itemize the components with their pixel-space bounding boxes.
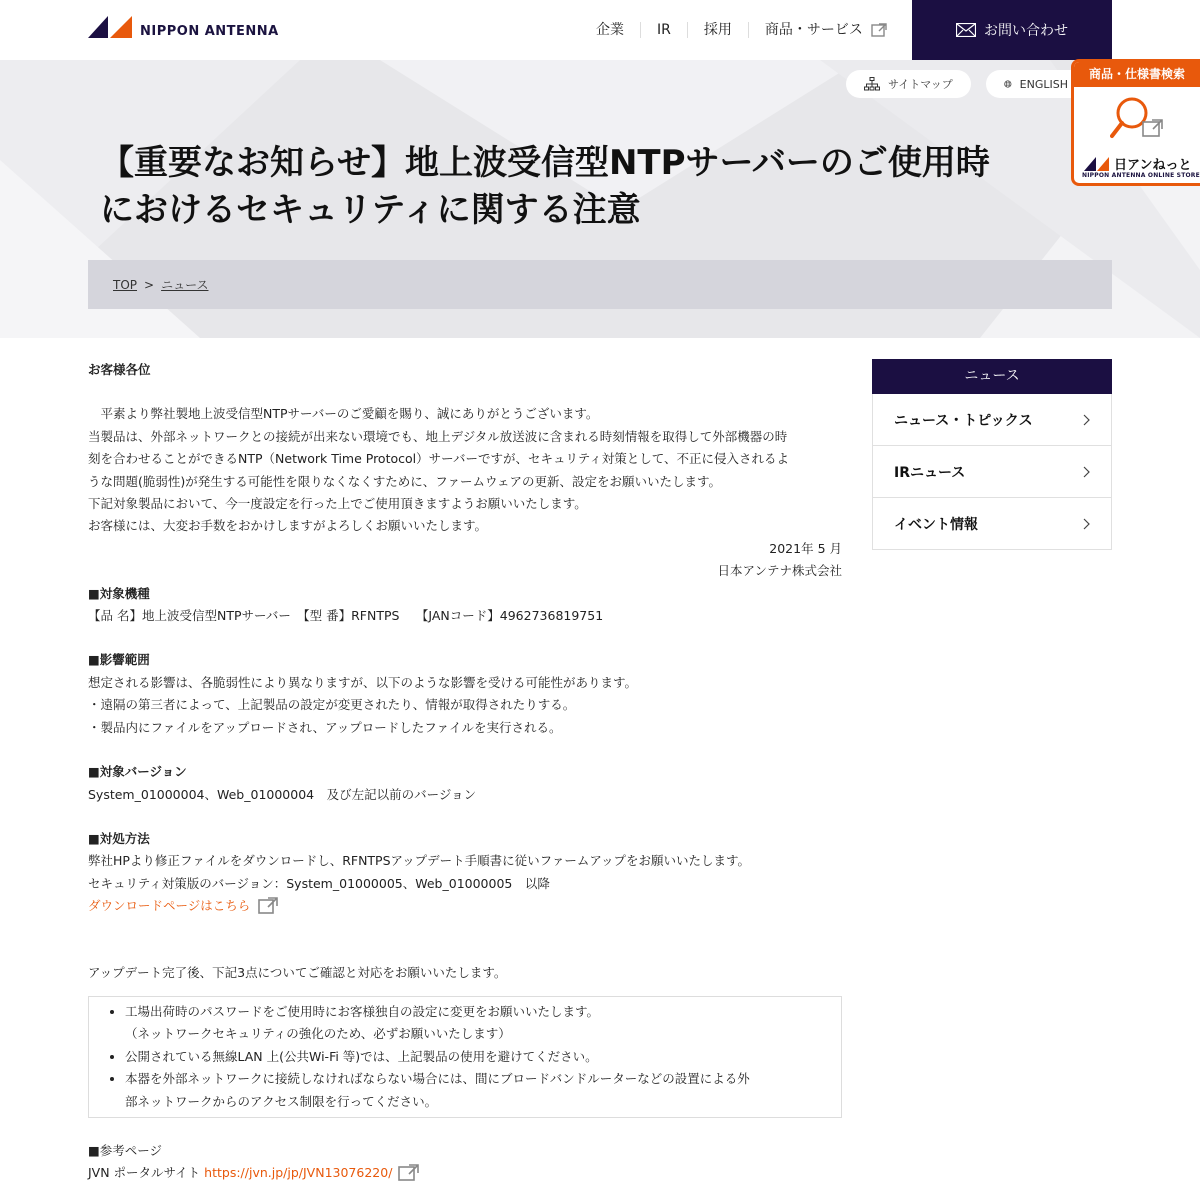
notice-box (88, 996, 842, 1118)
chevron-right-icon (1083, 518, 1091, 530)
page-hero (0, 60, 1200, 338)
sidebar-heading: ニュース (872, 359, 1112, 394)
intro-line: 下記対象製品において、今一度設定を行った上でご使用頂きますようお願いいたします。 (88, 496, 587, 512)
article-body (88, 359, 842, 1185)
english-link[interactable]: ENGLISH (986, 70, 1086, 98)
fix-line: セキュリティ対策版のバージョン：System_01000005、Web_01000005 以降 (88, 875, 550, 891)
breadcrumb-top-link[interactable]: TOP (113, 277, 138, 292)
reference-heading: ■参考ページ (88, 1142, 163, 1158)
notice-item: • 公開されている無線LAN 上(公共Wi-Fi 等)では、上記製品の使用を避けてください。 (125, 1046, 827, 1068)
model-text: 【品 名】地上波受信型NTPサーバー 【型 番】RFNTPS 【JANコード】4962736819751 (88, 608, 604, 624)
download-page-link[interactable]: ダウンロードページはこちら (88, 898, 251, 914)
breadcrumb (88, 260, 1112, 309)
nav-item-company[interactable]: 企業 (596, 22, 624, 38)
reference-row (88, 1162, 842, 1184)
intro-line: 平素より弊社製地上波受信型NTPサーバーのご愛顧を賜り、誠にありがとうございます。 (88, 406, 599, 422)
fix-line: 弊社HPより修正ファイルをダウンロードし、RFNTPSアップデート手順書に従いファームアップをお願いいたします。 (88, 853, 751, 869)
intro-line: お客様には、大変お手数をおかけしますがよろしくお願いいたします。 (88, 518, 488, 534)
chevron-right-icon (1083, 414, 1091, 426)
product-search-badge[interactable] (1071, 59, 1200, 186)
impact-heading: ■影響範囲 (88, 652, 150, 668)
notice-list (125, 1001, 827, 1113)
notice-item: • 本器を外部ネットワークに接続しなければならない場合には、間にブロードバンドルーターなどの設置による外 部ネットワークからのアクセス制限を行ってください。 (125, 1068, 827, 1113)
external-link-icon (398, 1163, 420, 1181)
jvn-link[interactable]: https://jvn.jp/jp/JVN13076220/ (204, 1165, 393, 1181)
logo-text: NIPPON ANTENNA (140, 24, 279, 39)
version-heading: ■対象バージョン (88, 764, 187, 780)
online-store-logo: 日アンねっと (1084, 154, 1191, 173)
after-update-text: アップデート完了後、下記3点についてご確認と対応をお願いいたします。 (88, 964, 507, 980)
sitemap-icon (864, 77, 880, 91)
global-nav (580, 0, 903, 60)
impact-line: ・遠隔の第三者によって、上記製品の設定が変更されたり、情報が取得されたりする。 (88, 697, 576, 713)
impact-line: ・製品内にファイルをアップロードされ、アップロードしたファイルを実行される。 (88, 719, 562, 735)
sitemap-link[interactable]: サイトマップ (846, 70, 971, 98)
site-header (0, 0, 1200, 60)
nav-item-recruit[interactable]: 採用 (687, 22, 748, 38)
external-link-icon (871, 23, 887, 37)
breadcrumb-news-link[interactable]: ニュース (161, 278, 209, 292)
nippon-antenna-logo[interactable] (88, 14, 279, 39)
intro-line: 刻を合わせることができるNTP（Network Time Protocol）サーバーですが、セキュリティ対策として、不正に侵入されるよ (88, 451, 790, 467)
magnifier-icon (1110, 96, 1168, 146)
news-sidebar (872, 359, 1112, 550)
sidebar-item-news-topics[interactable]: ニュース・トピックス (872, 394, 1112, 446)
external-link-icon (258, 896, 278, 914)
impact-line: 想定される影響は、各脆弱性により異なりますが、以下のような影響を受ける可能性があります。 (88, 674, 638, 690)
contact-button[interactable]: お問い合わせ (912, 0, 1112, 60)
article-date: 2021年 5 月 (769, 540, 842, 556)
chevron-right-icon (1083, 466, 1091, 478)
fix-heading: ■対処方法 (88, 830, 150, 846)
globe-icon (1004, 77, 1012, 91)
store-logo-mark-icon (1084, 157, 1110, 171)
notice-item: • 工場出荷時のパスワードをご使用時にお客様独自の設定に変更をお願いいたします。 （ネットワークセキュリティの強化のため、必ずお願いいたします） (125, 1001, 827, 1046)
nav-item-products[interactable]: 商品・サービス (748, 22, 903, 38)
greeting: お客様各位 (88, 362, 151, 377)
breadcrumb-separator: > (144, 277, 155, 292)
intro-line: 当製品は、外部ネットワークとの接続が出来ない環境でも、地上デジタル放送波に含まれる時刻情報を取得して外部機器の時 (88, 428, 788, 444)
badge-title: 商品・仕様書検索 (1074, 62, 1200, 87)
store-subtitle: NIPPON ANTENNA ONLINE STORE (1082, 172, 1200, 179)
sidebar-item-events[interactable]: イベント情報 (872, 498, 1112, 550)
company-name: 日本アンテナ株式会社 (717, 563, 842, 579)
nav-item-ir[interactable]: IR (640, 22, 687, 38)
reference-label: JVN ポータルサイト (88, 1165, 205, 1181)
sidebar-item-ir-news[interactable]: IRニュース (872, 446, 1112, 498)
model-heading: ■対象機種 (88, 585, 150, 601)
logo-mark-icon (88, 16, 132, 38)
page-title: 【重要なお知らせ】地上波受信型NTPサーバーのご使用時 におけるセキュリティに関する注意 (100, 143, 990, 230)
intro-line: うな問題(脆弱性)が発生する可能性を限りなくなくすために、ファームウェアの更新、設定をお願いいたします。 (88, 473, 722, 489)
mail-icon (956, 23, 976, 37)
version-text: System_01000004、Web_01000004 及び左記以前のバージョン (88, 786, 477, 802)
download-link-row (88, 895, 842, 917)
